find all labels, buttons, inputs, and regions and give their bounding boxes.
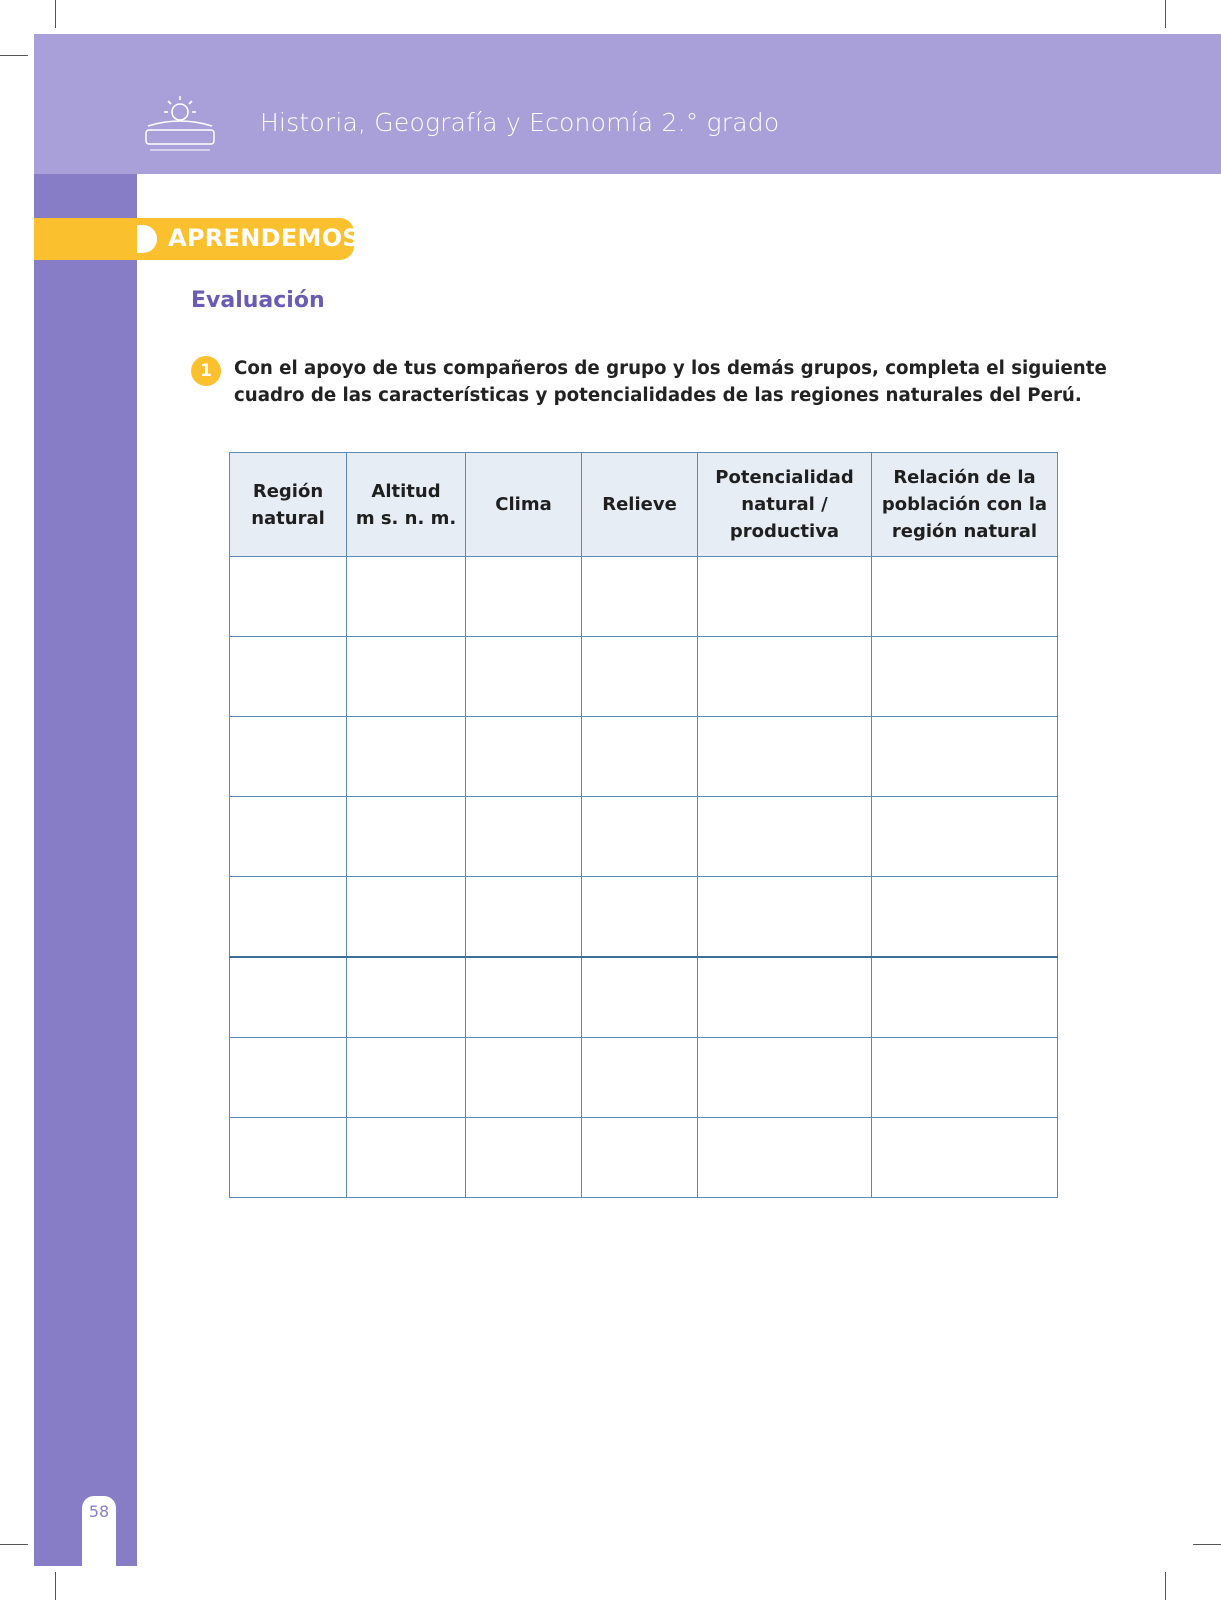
answer-cell[interactable] (698, 637, 872, 717)
question-text: Con el apoyo de tus compañeros de grupo y los demás grupos, completa el siguiente cuadro de las características y potencialidades de las regiones naturales del Perú. (234, 358, 1107, 406)
table-row (230, 557, 1058, 637)
answer-cell[interactable] (872, 557, 1058, 637)
crop-mark (0, 1544, 28, 1545)
column-header-line: m s. n. m. (355, 507, 457, 529)
answer-cell[interactable] (582, 1118, 698, 1198)
section-label: APRENDEMOS (168, 224, 361, 252)
answer-cell[interactable] (698, 1038, 872, 1118)
table-row (230, 717, 1058, 797)
column-header-line: Altitud (371, 480, 441, 502)
answer-cell[interactable] (347, 717, 466, 797)
column-header (230, 453, 347, 557)
column-header-line: natural / (741, 494, 828, 515)
answer-cell[interactable] (872, 957, 1058, 1038)
answer-cell[interactable] (872, 877, 1058, 958)
answer-cell[interactable] (347, 877, 466, 958)
answer-cell[interactable] (466, 717, 582, 797)
answer-cell[interactable] (347, 557, 466, 637)
answer-cell[interactable] (230, 877, 347, 958)
answer-cell[interactable] (347, 797, 466, 877)
column-header-line: natural (251, 507, 325, 529)
side-strip (34, 174, 137, 1566)
answer-cell[interactable] (582, 1038, 698, 1118)
table-row (230, 1038, 1058, 1118)
answer-cell[interactable] (698, 717, 872, 797)
answer-cell[interactable] (698, 797, 872, 877)
answer-cell[interactable] (230, 637, 347, 717)
crop-mark (55, 0, 56, 28)
answer-cell[interactable] (466, 1038, 582, 1118)
table-row (230, 877, 1058, 958)
column-header-line: Clima (495, 494, 552, 515)
answer-cell[interactable] (230, 557, 347, 637)
crop-mark (0, 55, 28, 56)
answer-cell[interactable] (582, 797, 698, 877)
table-row (230, 957, 1058, 1038)
answer-cell[interactable] (230, 1118, 347, 1198)
answer-cell[interactable] (872, 1038, 1058, 1118)
answer-cell[interactable] (347, 1118, 466, 1198)
column-header (582, 453, 698, 557)
answer-cell[interactable] (698, 557, 872, 637)
table-row (230, 1118, 1058, 1198)
column-header (872, 453, 1058, 557)
table-row (230, 797, 1058, 877)
column-header (466, 453, 582, 557)
table-header-row (230, 453, 1058, 557)
answer-cell[interactable] (582, 717, 698, 797)
answer-cell[interactable] (698, 877, 872, 958)
book-title: Historia, Geografía y Economía 2.° grado (260, 108, 780, 137)
question-number-badge: 1 (191, 356, 221, 386)
crop-mark (1165, 0, 1166, 28)
column-header (347, 453, 466, 557)
answer-cell[interactable] (466, 957, 582, 1038)
answer-cell[interactable] (230, 1038, 347, 1118)
answer-cell[interactable] (872, 1118, 1058, 1198)
answer-cell[interactable] (230, 797, 347, 877)
answer-cell[interactable] (872, 797, 1058, 877)
page-number: 58 (88, 1502, 110, 1521)
answer-cell[interactable] (466, 797, 582, 877)
column-header-line: Relieve (602, 494, 677, 515)
answer-cell[interactable] (698, 1118, 872, 1198)
answer-cell[interactable] (230, 717, 347, 797)
column-header-line: Relación de la (893, 467, 1036, 488)
evaluation-title: Evaluación (191, 288, 325, 313)
answer-cell[interactable] (582, 877, 698, 958)
regions-table (229, 452, 1058, 1198)
column-header (698, 453, 872, 557)
answer-cell[interactable] (347, 1038, 466, 1118)
column-header-line: población con la (881, 494, 1048, 515)
answer-cell[interactable] (582, 557, 698, 637)
answer-cell[interactable] (230, 957, 347, 1038)
answer-cell[interactable] (347, 957, 466, 1038)
answer-cell[interactable] (582, 637, 698, 717)
table-body (230, 557, 1058, 1198)
column-header-line: región natural (891, 521, 1038, 542)
answer-cell[interactable] (466, 557, 582, 637)
column-header-line: Potencialidad (715, 467, 854, 488)
column-header-line: Región (252, 480, 324, 502)
crop-mark (1193, 1544, 1221, 1545)
table-row (230, 637, 1058, 717)
column-header-line: productiva (729, 521, 840, 542)
jornada-escolar-logo (140, 92, 220, 156)
answer-cell[interactable] (582, 957, 698, 1038)
answer-cell[interactable] (872, 717, 1058, 797)
answer-cell[interactable] (466, 877, 582, 958)
answer-cell[interactable] (347, 637, 466, 717)
answer-cell[interactable] (698, 957, 872, 1038)
answer-cell[interactable] (872, 637, 1058, 717)
crop-mark (1165, 1572, 1166, 1600)
answer-cell[interactable] (466, 1118, 582, 1198)
answer-cell[interactable] (466, 637, 582, 717)
crop-mark (55, 1572, 56, 1600)
